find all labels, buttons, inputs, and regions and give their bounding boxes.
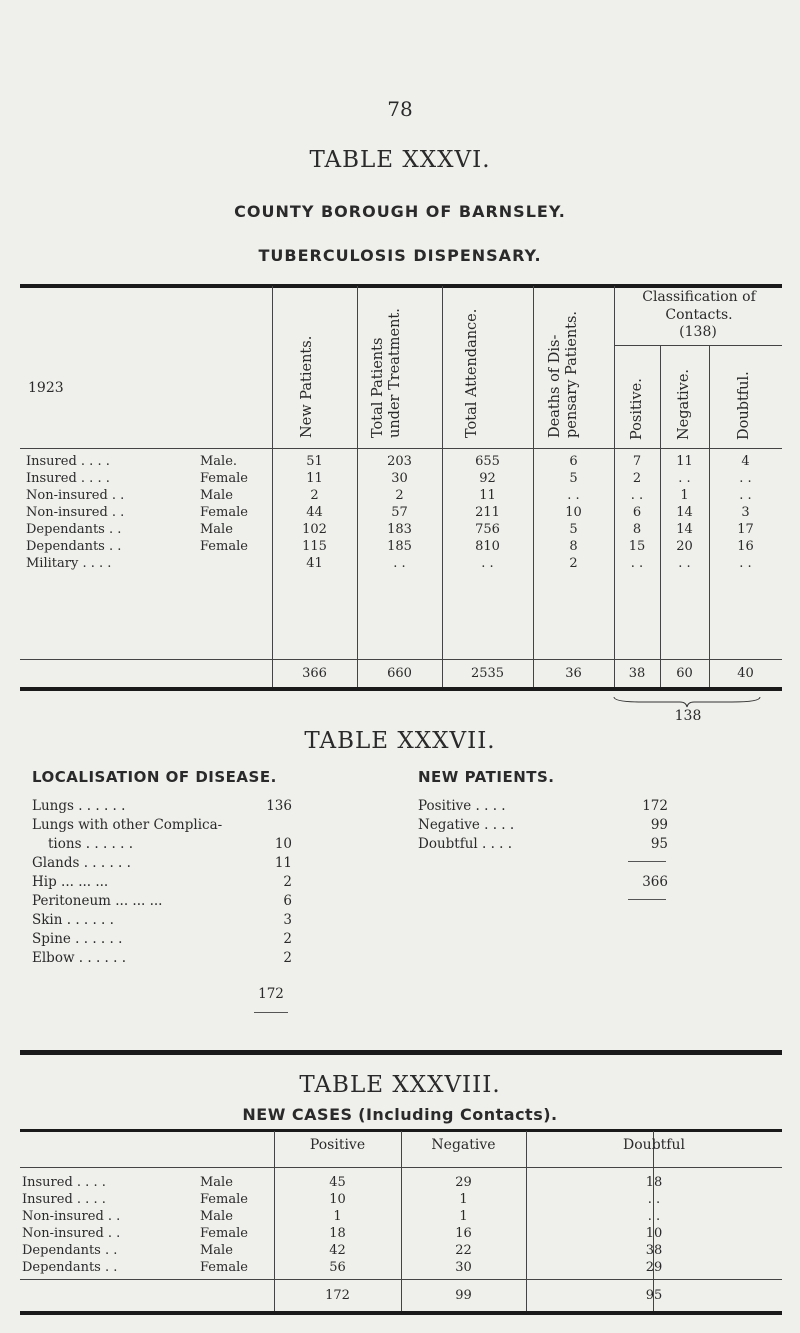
list-item-value: 95: [650, 836, 668, 852]
cell-value: . .: [678, 471, 691, 486]
row-label: Dependants . .: [26, 539, 122, 554]
cell-value: 10: [329, 1192, 346, 1207]
cell-value: 756: [475, 522, 500, 537]
cell-value: 10: [565, 505, 582, 520]
table-38-subtitle: [0, 1105, 800, 1124]
header-total-attendance: Total Attendance.: [464, 308, 480, 438]
cell-value: 29: [455, 1175, 472, 1190]
cell-value: 2: [310, 488, 319, 503]
cell-value: 30: [391, 471, 408, 486]
cell-value: 7: [632, 454, 642, 469]
table-36-title: TABLE XXXVI.: [309, 147, 491, 173]
list-item-label: tions . . . . . .: [48, 836, 133, 852]
cell-value: 57: [391, 505, 408, 520]
row-label: Dependants . .: [26, 522, 122, 537]
list-item-label: Spine . . . . . .: [32, 931, 123, 947]
bottom-rule: [20, 687, 782, 691]
cell-value: . .: [739, 471, 752, 486]
cell-value: 115: [302, 539, 327, 554]
cell-value: 44: [306, 505, 323, 520]
cell-value: 38: [645, 1243, 663, 1258]
total-value: 38: [628, 666, 646, 681]
cell-value: 1: [680, 488, 689, 503]
row-sex: Male: [200, 1209, 233, 1224]
header-negative: Negative: [431, 1137, 496, 1153]
localisation-list: [32, 798, 292, 1038]
row-sex: Female: [200, 1192, 248, 1207]
header-doubtful: Doubtful: [623, 1137, 685, 1153]
brace-icon: [612, 695, 762, 709]
table-38: [20, 1131, 782, 1311]
list-item-label: Positive . . . .: [418, 798, 506, 814]
list-item-value: 2: [283, 931, 292, 947]
total-value: 60: [676, 666, 693, 681]
separator-rule: [20, 1050, 782, 1055]
cell-value: 22: [455, 1243, 472, 1258]
row-sex: Male.: [200, 454, 238, 469]
cell-value: 4: [741, 454, 750, 469]
cell-value: 5: [569, 522, 578, 537]
cell-value: 20: [676, 539, 693, 554]
cell-value: 18: [329, 1226, 346, 1241]
total-value: 99: [455, 1288, 472, 1303]
table-38-title: TABLE XXXVIII.: [299, 1072, 501, 1098]
cell-value: 11: [479, 488, 496, 503]
cell-value: 10: [645, 1226, 663, 1241]
localisation-heading: LOCALISATION OF DISEASE.: [32, 768, 277, 786]
list-item-value: 11: [274, 855, 292, 871]
page-number: 78: [387, 97, 413, 121]
list-item-value: 2: [283, 950, 292, 966]
cell-value: 2: [632, 471, 642, 486]
list-item-value: 2: [283, 874, 292, 890]
cell-value: 30: [455, 1260, 472, 1275]
cell-value: 2: [395, 488, 404, 503]
list-item-value: 6: [283, 893, 292, 909]
new-patients-list: [418, 798, 668, 928]
cell-value: . .: [647, 1192, 661, 1207]
total-underline: [254, 1012, 288, 1013]
row-label: Non-insured . .: [26, 488, 125, 503]
list-item-label: Lungs . . . . . .: [32, 798, 126, 814]
cell-value: 1: [333, 1209, 342, 1224]
list-item-label: Elbow . . . . . .: [32, 950, 126, 966]
row-sex: Female: [200, 505, 248, 520]
classification-count: (138): [679, 324, 717, 340]
cell-value: 655: [475, 454, 500, 469]
cell-value: . .: [647, 1209, 661, 1224]
cell-value: . .: [739, 488, 752, 503]
total-value: 95: [645, 1288, 663, 1303]
row-sex: Female: [200, 539, 248, 554]
cell-value: 45: [329, 1175, 346, 1190]
cell-value: 1: [459, 1192, 468, 1207]
list-item-label: Glands . . . . . .: [32, 855, 131, 871]
cell-value: . .: [393, 556, 406, 571]
row-sex: Female: [200, 471, 248, 486]
cell-value: 5: [569, 471, 578, 486]
cell-value: . .: [739, 556, 752, 571]
row-label: Insured . . . .: [26, 471, 110, 486]
cell-value: 11: [306, 471, 323, 486]
total-overline: [628, 861, 666, 862]
cell-value: 102: [302, 522, 327, 537]
list-item-label: Peritoneum ... ... ...: [32, 893, 163, 909]
cell-value: 6: [632, 505, 642, 520]
table-36-subtitle-dispensary: TUBERCULOSIS DISPENSARY.: [258, 246, 542, 265]
year-label: 1923: [28, 380, 64, 396]
cell-value: 18: [645, 1175, 663, 1190]
row-label: Insured . . . .: [26, 454, 110, 469]
header-deaths: Deaths of Dis-pensary Patients.: [547, 310, 580, 438]
row-label: Military . . . .: [26, 556, 112, 571]
list-item-value: 172: [642, 798, 668, 814]
cell-value: 6: [569, 454, 578, 469]
list-item-label: Lungs with other Complica-: [32, 817, 223, 833]
cell-value: . .: [630, 488, 644, 503]
cell-value: . .: [567, 488, 580, 503]
row-label: Non-insured . .: [22, 1209, 121, 1224]
cell-value: 42: [329, 1243, 346, 1258]
cell-value: 8: [569, 539, 578, 554]
cell-value: 56: [329, 1260, 346, 1275]
localisation-total: 172: [258, 986, 284, 1002]
row-label: Dependants . .: [22, 1243, 118, 1258]
cell-value: . .: [678, 556, 691, 571]
row-label: Insured . . . .: [22, 1175, 106, 1190]
cell-value: 41: [306, 556, 323, 571]
list-item-value: 99: [650, 817, 668, 833]
cell-value: . .: [481, 556, 494, 571]
classification-title: Classification of Contacts.: [642, 289, 756, 323]
subtitle-rest: (Including Contacts).: [358, 1105, 558, 1124]
cell-value: 185: [387, 539, 412, 554]
table-36: [20, 286, 782, 688]
total-value: 2535: [470, 666, 505, 681]
cell-value: 183: [387, 522, 412, 537]
header-positive: Positive: [309, 1137, 366, 1153]
list-item-value: 136: [266, 798, 292, 814]
cell-value: 14: [676, 505, 693, 520]
row-label: Non-insured . .: [26, 505, 125, 520]
cell-value: 810: [475, 539, 500, 554]
total-value: 36: [565, 666, 582, 681]
list-item-label: Doubtful . . . .: [418, 836, 513, 852]
cell-value: 17: [737, 522, 754, 537]
row-sex: Female: [200, 1260, 248, 1275]
cell-value: 203: [387, 454, 412, 469]
row-label: Non-insured . .: [22, 1226, 121, 1241]
header-positive: Positive.: [629, 378, 645, 440]
cell-value: 15: [628, 539, 646, 554]
cell-value: 16: [455, 1226, 472, 1241]
total-value: 172: [325, 1288, 350, 1303]
list-item-label: Hip ... ... ...: [32, 874, 109, 890]
cell-value: 16: [737, 539, 754, 554]
cell-value: 2: [569, 556, 578, 571]
cell-value: 8: [632, 522, 642, 537]
cell-value: 14: [676, 522, 693, 537]
row-sex: Male: [200, 1175, 233, 1190]
new-patients-heading: NEW PATIENTS.: [418, 768, 555, 786]
table-37-title: TABLE XXXVII.: [304, 728, 496, 754]
total-value: 660: [387, 666, 412, 681]
cell-value: 211: [475, 505, 500, 520]
table-36-subtitle-borough: COUNTY BOROUGH OF BARNSLEY.: [234, 202, 566, 221]
row-label: Dependants . .: [22, 1260, 118, 1275]
cell-value: 11: [676, 454, 693, 469]
cell-value: 29: [645, 1260, 663, 1275]
total-value: 366: [302, 666, 327, 681]
list-item-label: Skin . . . . . .: [32, 912, 114, 928]
subtitle-bold: NEW CASES: [242, 1105, 353, 1124]
total-value: 40: [737, 666, 754, 681]
row-sex: Male: [200, 522, 233, 537]
table-38-bottom-rule: [20, 1311, 782, 1315]
row-label: Insured . . . .: [22, 1192, 106, 1207]
cell-value: . .: [630, 556, 644, 571]
brace-total: 138: [674, 708, 702, 724]
list-item-value: 10: [274, 836, 292, 852]
row-sex: Female: [200, 1226, 248, 1241]
list-item-value: 3: [283, 912, 292, 928]
list-item-label: Negative . . . .: [418, 817, 515, 833]
cell-value: 51: [306, 454, 323, 469]
new-patients-total: 366: [642, 874, 668, 890]
total-underline: [628, 899, 666, 900]
row-sex: Male: [200, 1243, 233, 1258]
cell-value: 1: [459, 1209, 468, 1224]
header-new-patients: New Patients.: [299, 335, 315, 438]
header-doubtful: Doubtful.: [736, 371, 752, 440]
header-total-patients: Total Patients under Treatment.: [370, 308, 403, 438]
header-negative: Negative.: [676, 368, 692, 440]
row-sex: Male: [200, 488, 233, 503]
cell-value: 92: [479, 471, 496, 486]
cell-value: 3: [741, 505, 750, 520]
